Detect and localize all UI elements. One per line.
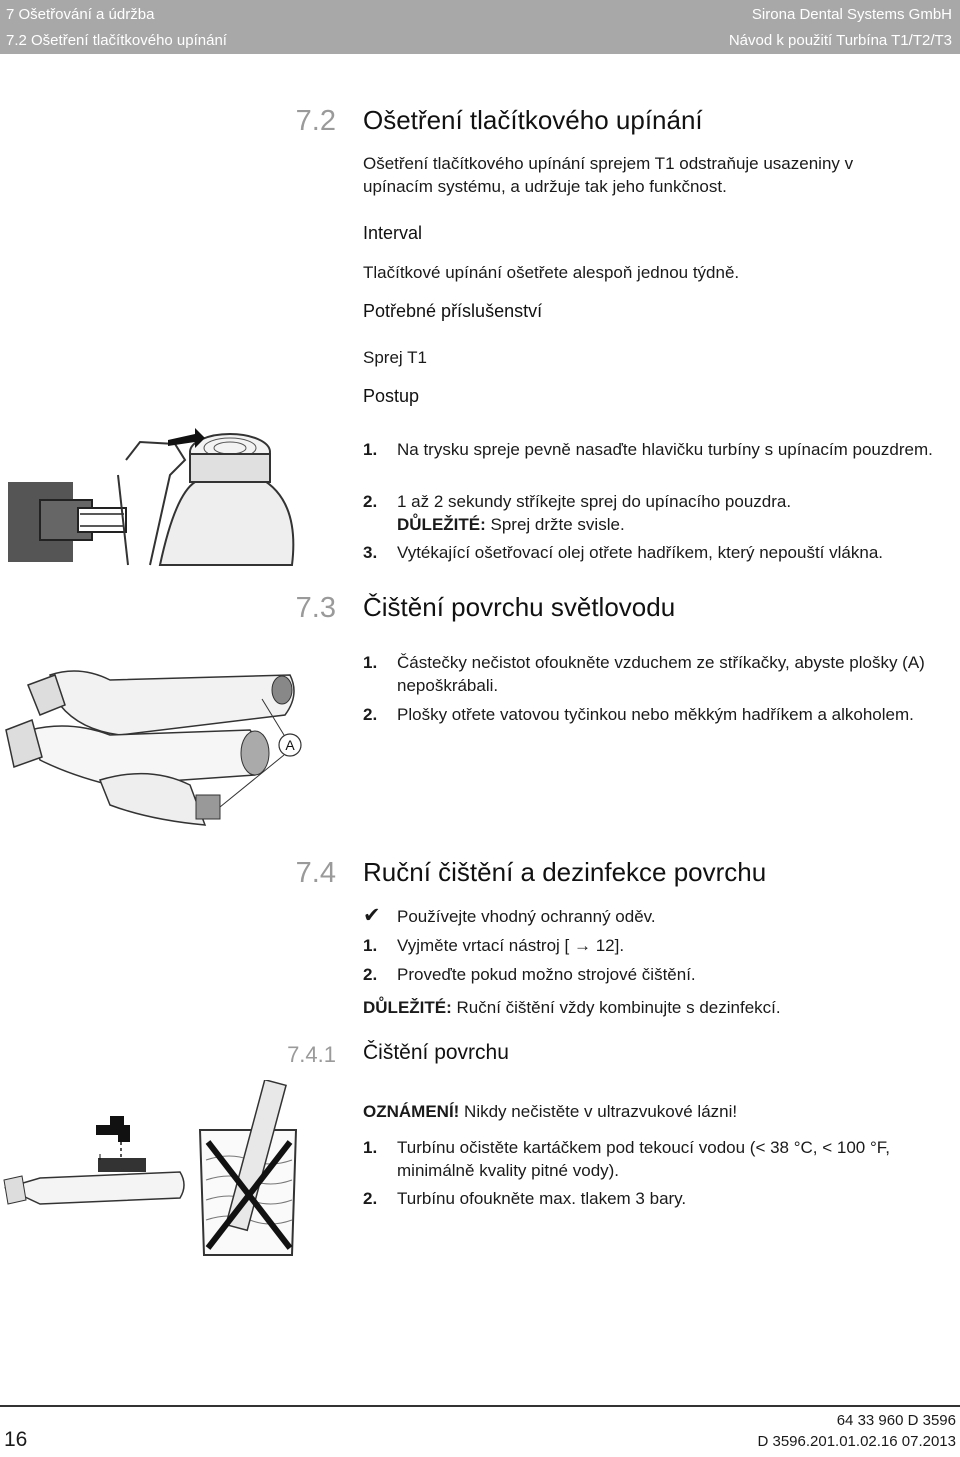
list-item bbox=[363, 703, 958, 726]
list-item bbox=[363, 438, 958, 461]
list-item bbox=[363, 963, 958, 986]
handpieces-illustration bbox=[0, 635, 310, 840]
important-label: DŮLEŽITÉ: bbox=[363, 998, 452, 1017]
step-number: 2. bbox=[363, 965, 378, 984]
interval-text: Tlačítkové upínání ošetřete alespoň jednou týdně. bbox=[363, 263, 740, 282]
footer-rule bbox=[0, 1405, 960, 1407]
header-company: Sirona Dental Systems GmbH bbox=[751, 6, 952, 23]
step-number: 3. bbox=[363, 543, 378, 562]
procedure-label: Postup bbox=[363, 386, 420, 406]
section-number-7-2: 7.2 bbox=[295, 105, 336, 137]
step-text: Sprej držte svisle. bbox=[485, 515, 625, 534]
spray-turbine-illustration bbox=[0, 420, 300, 570]
list-item bbox=[363, 934, 958, 957]
accessories-label: Potřebné příslušenství bbox=[363, 301, 543, 321]
step-number: 2. bbox=[363, 705, 378, 724]
list-item bbox=[363, 1187, 958, 1210]
header-chapter: 7 Ošetřování a údržba bbox=[6, 6, 155, 23]
important-note bbox=[363, 996, 781, 1019]
section-title-7-4: Ruční čištění a dezinfekce povrchu bbox=[363, 857, 767, 887]
list-item bbox=[363, 513, 958, 536]
cleaning-illustration bbox=[0, 1080, 310, 1270]
step-number: 1. bbox=[363, 1138, 378, 1157]
doc-version: D 3596.201.01.02.16 07.2013 bbox=[757, 1433, 956, 1450]
step-number: 1. bbox=[363, 936, 378, 955]
check-item-text: Používejte vhodný ochranný oděv. bbox=[397, 907, 656, 926]
step-number: 1. bbox=[363, 653, 378, 672]
step-text: Vyjměte vrtací nástroj [ → 12]. bbox=[397, 936, 625, 955]
section-number-7-4: 7.4 bbox=[295, 857, 336, 889]
section-title-7-2: Ošetření tlačítkového upínání bbox=[363, 105, 703, 135]
notice-text: Nikdy nečistěte v ultrazvukové lázni! bbox=[459, 1102, 738, 1121]
check-icon: ✔ bbox=[363, 904, 381, 927]
step-number: 1. bbox=[363, 440, 378, 459]
section-title-7-4-1: Čištění povrchu bbox=[363, 1041, 509, 1064]
header-section: 7.2 Ošetření tlačítkového upínání bbox=[6, 32, 227, 49]
doc-number: 64 33 960 D 3596 bbox=[836, 1412, 956, 1429]
step-text: Částečky nečistot ofoukněte vzduchem ze stříkačky, abyste plošky (A) nepoškrábali. bbox=[397, 653, 925, 695]
page-header bbox=[0, 0, 960, 54]
interval-label: Interval bbox=[363, 223, 423, 243]
intro-text: Ošetření tlačítkového upínání sprejem T1 odstraňuje usazeniny v upínacím systému, a udržuje tak jeho funkčnost. bbox=[363, 154, 854, 196]
section-number-7-3: 7.3 bbox=[295, 592, 336, 624]
step-number: 2. bbox=[363, 1189, 378, 1208]
important-text: Ruční čištění vždy kombinujte s dezinfekcí. bbox=[451, 998, 781, 1017]
list-item bbox=[363, 490, 958, 513]
step-text: 1 až 2 sekundy stříkejte sprej do upínacího pouzdra. bbox=[397, 492, 792, 511]
step-text: Plošky otřete vatovou tyčinkou nebo měkkým hadříkem a alkoholem. bbox=[397, 705, 914, 724]
step-text: Na trysku spreje pevně nasaďte hlavičku turbíny s upínacím pouzdrem. bbox=[397, 440, 933, 459]
page-number: 16 bbox=[4, 1428, 28, 1451]
list-item bbox=[363, 651, 958, 697]
section-title-7-3: Čištění povrchu světlovodu bbox=[363, 592, 676, 622]
header-manual: Návod k použití Turbína T1/T2/T3 bbox=[728, 32, 952, 49]
list-item bbox=[363, 541, 958, 564]
list-item bbox=[363, 1136, 958, 1182]
step-number: 2. bbox=[363, 492, 378, 511]
section-number-7-4-1: 7.4.1 bbox=[287, 1042, 336, 1067]
step-text: Turbínu ofoukněte max. tlakem 3 bary. bbox=[397, 1189, 687, 1208]
notice bbox=[363, 1100, 737, 1123]
step-text: Turbínu očistěte kartáčkem pod tekoucí vodou (< 38 °C, < 100 °F, minimálně kvality pitné vody). bbox=[397, 1138, 891, 1180]
figure-label-a: A bbox=[285, 737, 295, 753]
important-label: DŮLEŽITÉ: bbox=[397, 515, 486, 534]
step-text: Proveďte pokud možno strojové čištění. bbox=[397, 965, 696, 984]
list-item bbox=[363, 905, 958, 928]
notice-label: OZNÁMENÍ! bbox=[363, 1102, 460, 1121]
step-text: Vytékající ošetřovací olej otřete hadříkem, který nepouští vlákna. bbox=[397, 543, 883, 562]
accessories-text: Sprej T1 bbox=[363, 348, 427, 367]
